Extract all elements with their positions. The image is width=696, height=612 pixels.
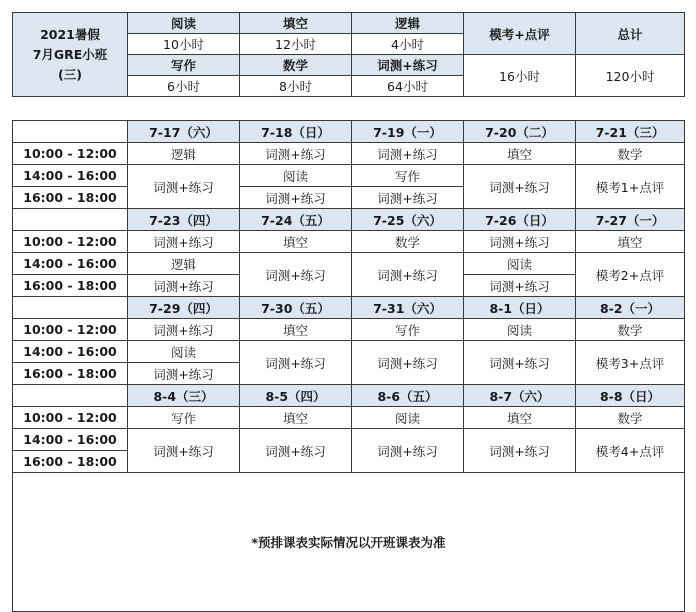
subject-total: 总计	[576, 13, 685, 55]
date-corner	[13, 209, 128, 231]
class-cell: 数学	[576, 143, 685, 165]
class-cell: 词测+练习	[464, 341, 576, 385]
subject-reading: 阅读	[128, 13, 240, 34]
date-corner	[13, 121, 128, 143]
class-cell: 词测+练习	[352, 429, 464, 473]
date-cell: 8-2（一）	[576, 297, 685, 319]
date-cell: 7-17（六）	[128, 121, 240, 143]
class-cell: 阅读	[128, 341, 240, 363]
schedule-note: *预排课表实际情况以开班课表为准	[13, 473, 685, 612]
subject-vocab: 词测+练习	[352, 55, 464, 76]
class-cell: 词测+练习	[128, 231, 240, 253]
date-cell: 7-25（六）	[352, 209, 464, 231]
time-slot: 10:00 - 12:00	[13, 319, 128, 341]
date-cell: 7-29（四）	[128, 297, 240, 319]
class-cell: 词测+练习	[464, 231, 576, 253]
hours-reading: 10小时	[128, 34, 240, 55]
class-title-line: 7月GRE小班	[32, 46, 108, 62]
date-cell: 8-4（三）	[128, 385, 240, 407]
subject-mock: 模考+点评	[464, 13, 576, 55]
date-cell: 7-20（二）	[464, 121, 576, 143]
date-corner	[13, 297, 128, 319]
mock-cell: 模考4+点评	[576, 429, 685, 473]
time-slot: 10:00 - 12:00	[13, 407, 128, 429]
class-cell: 词测+练习	[240, 341, 352, 385]
time-slot: 10:00 - 12:00	[13, 143, 128, 165]
class-cell: 词测+练习	[464, 429, 576, 473]
date-cell: 7-23（四）	[128, 209, 240, 231]
class-cell: 填空	[464, 143, 576, 165]
time-slot: 10:00 - 12:00	[13, 231, 128, 253]
subject-math: 数学	[240, 55, 352, 76]
class-cell: 阅读	[352, 407, 464, 429]
time-slot: 16:00 - 18:00	[13, 451, 128, 473]
date-row	[13, 297, 685, 319]
class-cell: 逻辑	[128, 143, 240, 165]
time-slot: 16:00 - 18:00	[13, 275, 128, 297]
date-cell: 7-24（五）	[240, 209, 352, 231]
date-cell: 8-7（六）	[464, 385, 576, 407]
subject-writing: 写作	[128, 55, 240, 76]
class-cell: 阅读	[464, 319, 576, 341]
class-cell: 写作	[352, 165, 464, 187]
time-row	[13, 341, 685, 363]
class-cell: 写作	[352, 319, 464, 341]
class-cell: 词测+练习	[464, 165, 576, 209]
class-cell: 阅读	[240, 165, 352, 187]
class-cell: 数学	[352, 231, 464, 253]
date-cell: 8-8（日）	[576, 385, 685, 407]
time-row	[13, 143, 685, 165]
class-cell: 词测+练习	[240, 187, 352, 209]
hours-total: 120小时	[576, 55, 685, 97]
subject-fill-blank: 填空	[240, 13, 352, 34]
time-slot: 16:00 - 18:00	[13, 187, 128, 209]
class-cell: 词测+练习	[352, 341, 464, 385]
class-cell: 词测+练习	[240, 143, 352, 165]
schedule-table	[12, 120, 685, 612]
time-slot: 14:00 - 16:00	[13, 341, 128, 363]
class-cell: 数学	[576, 319, 685, 341]
time-row	[13, 165, 685, 187]
date-row	[13, 121, 685, 143]
date-corner	[13, 385, 128, 407]
time-slot: 16:00 - 18:00	[13, 363, 128, 385]
time-row	[13, 231, 685, 253]
class-cell: 填空	[576, 231, 685, 253]
class-title	[13, 13, 128, 97]
date-cell: 7-19（一）	[352, 121, 464, 143]
subject-logic: 逻辑	[352, 13, 464, 34]
class-cell: 填空	[240, 407, 352, 429]
hours-writing: 6小时	[128, 76, 240, 97]
date-cell: 7-27（一）	[576, 209, 685, 231]
hours-math: 8小时	[240, 76, 352, 97]
time-row	[13, 253, 685, 275]
class-cell: 词测+练习	[240, 253, 352, 297]
time-slot: 14:00 - 16:00	[13, 165, 128, 187]
time-row	[13, 407, 685, 429]
class-cell: 词测+练习	[128, 429, 240, 473]
class-cell: 阅读	[464, 253, 576, 275]
date-cell: 8-6（五）	[352, 385, 464, 407]
class-cell: 词测+练习	[128, 165, 240, 209]
hours-mock: 16小时	[464, 55, 576, 97]
hours-vocab: 64小时	[352, 76, 464, 97]
date-cell: 7-21（三）	[576, 121, 685, 143]
class-title-line: 2021暑假	[40, 26, 100, 42]
time-slot: 14:00 - 16:00	[13, 429, 128, 451]
time-row	[13, 429, 685, 451]
hours-logic: 4小时	[352, 34, 464, 55]
class-cell: 填空	[464, 407, 576, 429]
class-cell: 词测+练习	[464, 275, 576, 297]
date-cell: 7-18（日）	[240, 121, 352, 143]
class-title-line: (三)	[58, 66, 82, 82]
date-cell: 8-5（四）	[240, 385, 352, 407]
class-cell: 词测+练习	[128, 275, 240, 297]
date-cell: 7-31（六）	[352, 297, 464, 319]
mock-cell: 模考1+点评	[576, 165, 685, 209]
date-cell: 8-1（日）	[464, 297, 576, 319]
class-cell: 写作	[128, 407, 240, 429]
class-cell: 词测+练习	[128, 363, 240, 385]
class-cell: 词测+练习	[352, 187, 464, 209]
mock-cell: 模考3+点评	[576, 341, 685, 385]
summary-table	[12, 12, 685, 97]
class-cell: 词测+练习	[240, 429, 352, 473]
date-row	[13, 385, 685, 407]
table-gap	[12, 100, 684, 120]
date-row	[13, 209, 685, 231]
class-cell: 填空	[240, 319, 352, 341]
class-cell: 数学	[576, 407, 685, 429]
class-cell: 填空	[240, 231, 352, 253]
class-cell: 词测+练习	[352, 253, 464, 297]
date-cell: 7-26（日）	[464, 209, 576, 231]
time-row	[13, 319, 685, 341]
time-slot: 14:00 - 16:00	[13, 253, 128, 275]
mock-cell: 模考2+点评	[576, 253, 685, 297]
date-cell: 7-30（五）	[240, 297, 352, 319]
class-cell: 词测+练习	[128, 319, 240, 341]
class-cell: 逻辑	[128, 253, 240, 275]
hours-fill-blank: 12小时	[240, 34, 352, 55]
class-cell: 词测+练习	[352, 143, 464, 165]
